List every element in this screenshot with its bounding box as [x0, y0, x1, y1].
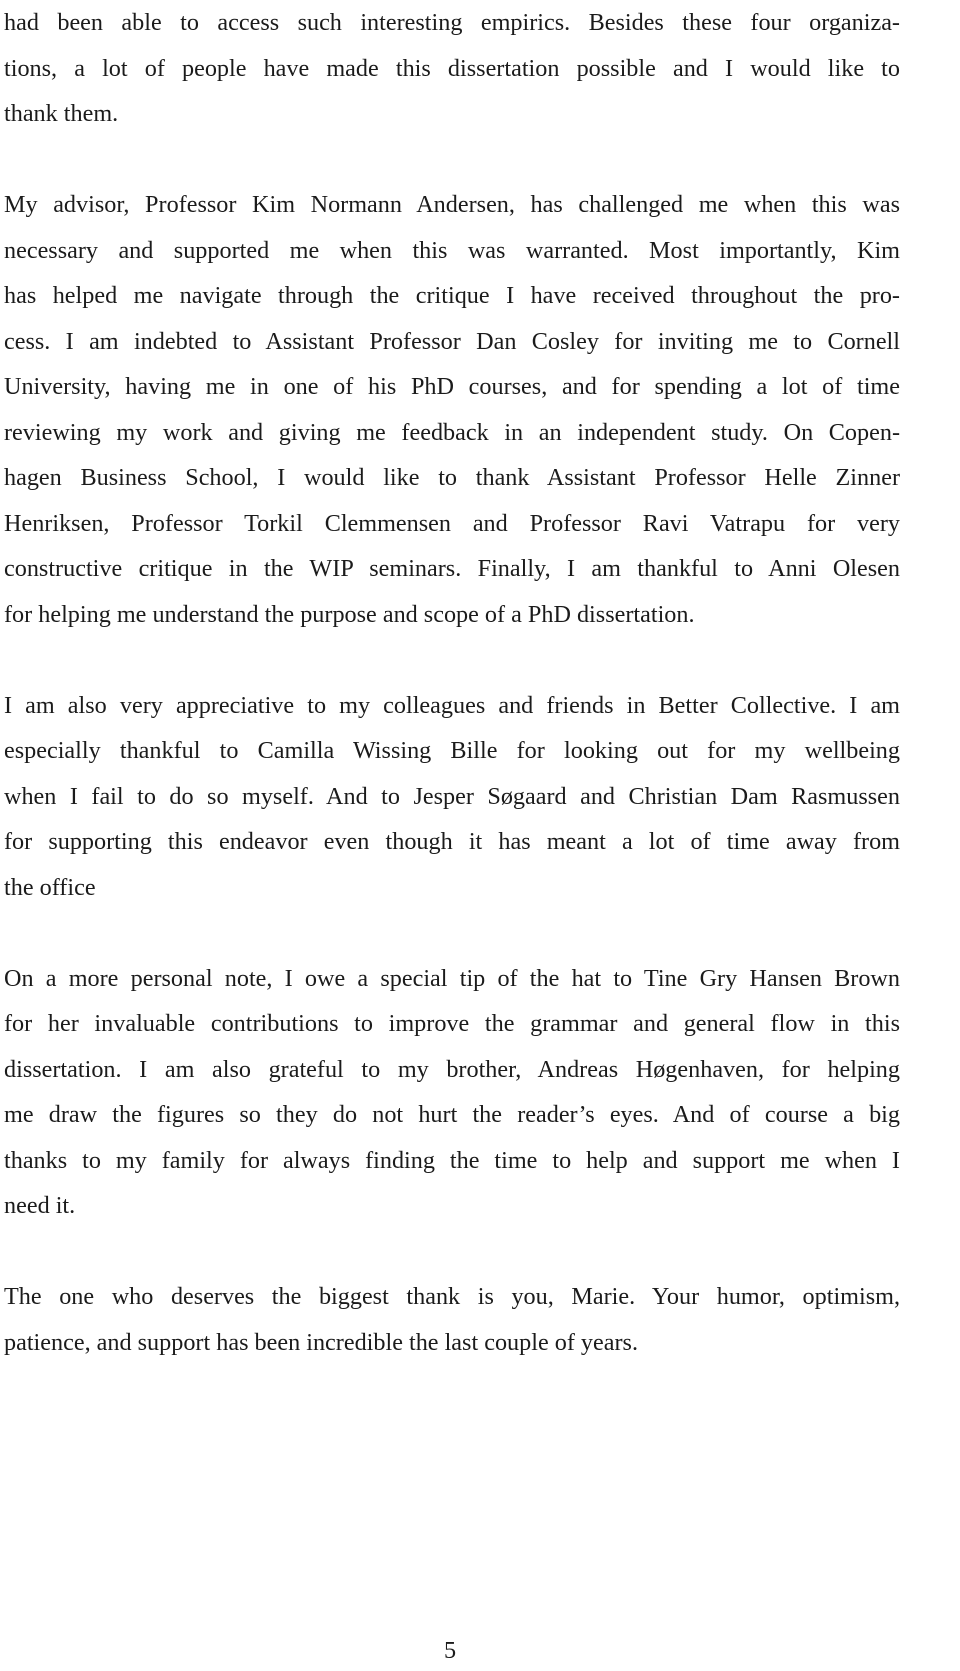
text-line: Henriksen, Professor Torkil Clemmensen and Professor Ravi Vatrapu for very	[4, 509, 900, 537]
text-line: especially thankful to Camilla Wissing Bille for looking out for my wellbeing	[4, 737, 900, 764]
page-number: 5	[443, 1637, 457, 1664]
text-line: for her invaluable contributions to improve the grammar and general flow in this	[4, 1010, 900, 1037]
text-line: the office	[4, 873, 96, 901]
page-body	[4, 0, 900, 1365]
text-line: hagen Business School, I would like to thank Assistant Professor Helle Zinner	[4, 464, 900, 491]
paragraph-4	[4, 956, 900, 1229]
text-line: has helped me navigate through the critique I have received throughout the pro-	[4, 282, 900, 309]
text-line: thanks to my family for always finding the time to help and support me when I	[4, 1146, 900, 1174]
text-line: for helping me understand the purpose and scope of a PhD dissertation.	[4, 600, 695, 628]
paragraph-gap	[4, 137, 900, 183]
text-line: tions, a lot of people have made this dissertation possible and I would like to	[4, 54, 900, 82]
text-line: I am also very appreciative to my colleagues and friends in Better Collective. I am	[4, 691, 900, 719]
text-line: when I fail to do so myself. And to Jesper Søgaard and Christian Dam Rasmussen	[4, 782, 900, 810]
text-line: for supporting this endeavor even though it has meant a lot of time away from	[4, 828, 900, 855]
text-line: necessary and supported me when this was warranted. Most importantly, Kim	[4, 236, 900, 264]
text-line: dissertation. I am also grateful to my brother, Andreas Høgenhaven, for helping	[4, 1055, 900, 1083]
paragraph-1	[4, 0, 900, 137]
text-line: thank them.	[4, 100, 119, 127]
text-line: cess. I am indebted to Assistant Professor Dan Cosley for inviting me to Cornell	[4, 327, 900, 355]
text-line: On a more personal note, I owe a special tip of the hat to Tine Gry Hansen Brown	[4, 964, 900, 992]
paragraph-gap	[4, 637, 900, 683]
text-line: me draw the figures so they do not hurt the reader’s eyes. And of course a big	[4, 1101, 900, 1128]
paragraph-5	[4, 1274, 900, 1365]
text-line: had been able to access such interesting empirics. Besides these four organiza-	[4, 9, 900, 36]
paragraph-gap	[4, 910, 900, 956]
text-line: constructive critique in the WIP seminars. Finally, I am thankful to Anni Olesen	[4, 555, 900, 582]
paragraph-2	[4, 182, 900, 637]
text-line: My advisor, Professor Kim Normann Andersen, has challenged me when this was	[4, 191, 900, 218]
text-line: need it.	[4, 1192, 76, 1219]
text-line: The one who deserves the biggest thank is you, Marie. Your humor, optimism,	[4, 1283, 900, 1310]
text-line: patience, and support has been incredible the last couple of years.	[4, 1328, 639, 1356]
text-line: University, having me in one of his PhD courses, and for spending a lot of time	[4, 373, 900, 400]
paragraph-3	[4, 683, 900, 911]
paragraph-gap	[4, 1229, 900, 1275]
text-line: reviewing my work and giving me feedback in an independent study. On Copen-	[4, 418, 900, 446]
